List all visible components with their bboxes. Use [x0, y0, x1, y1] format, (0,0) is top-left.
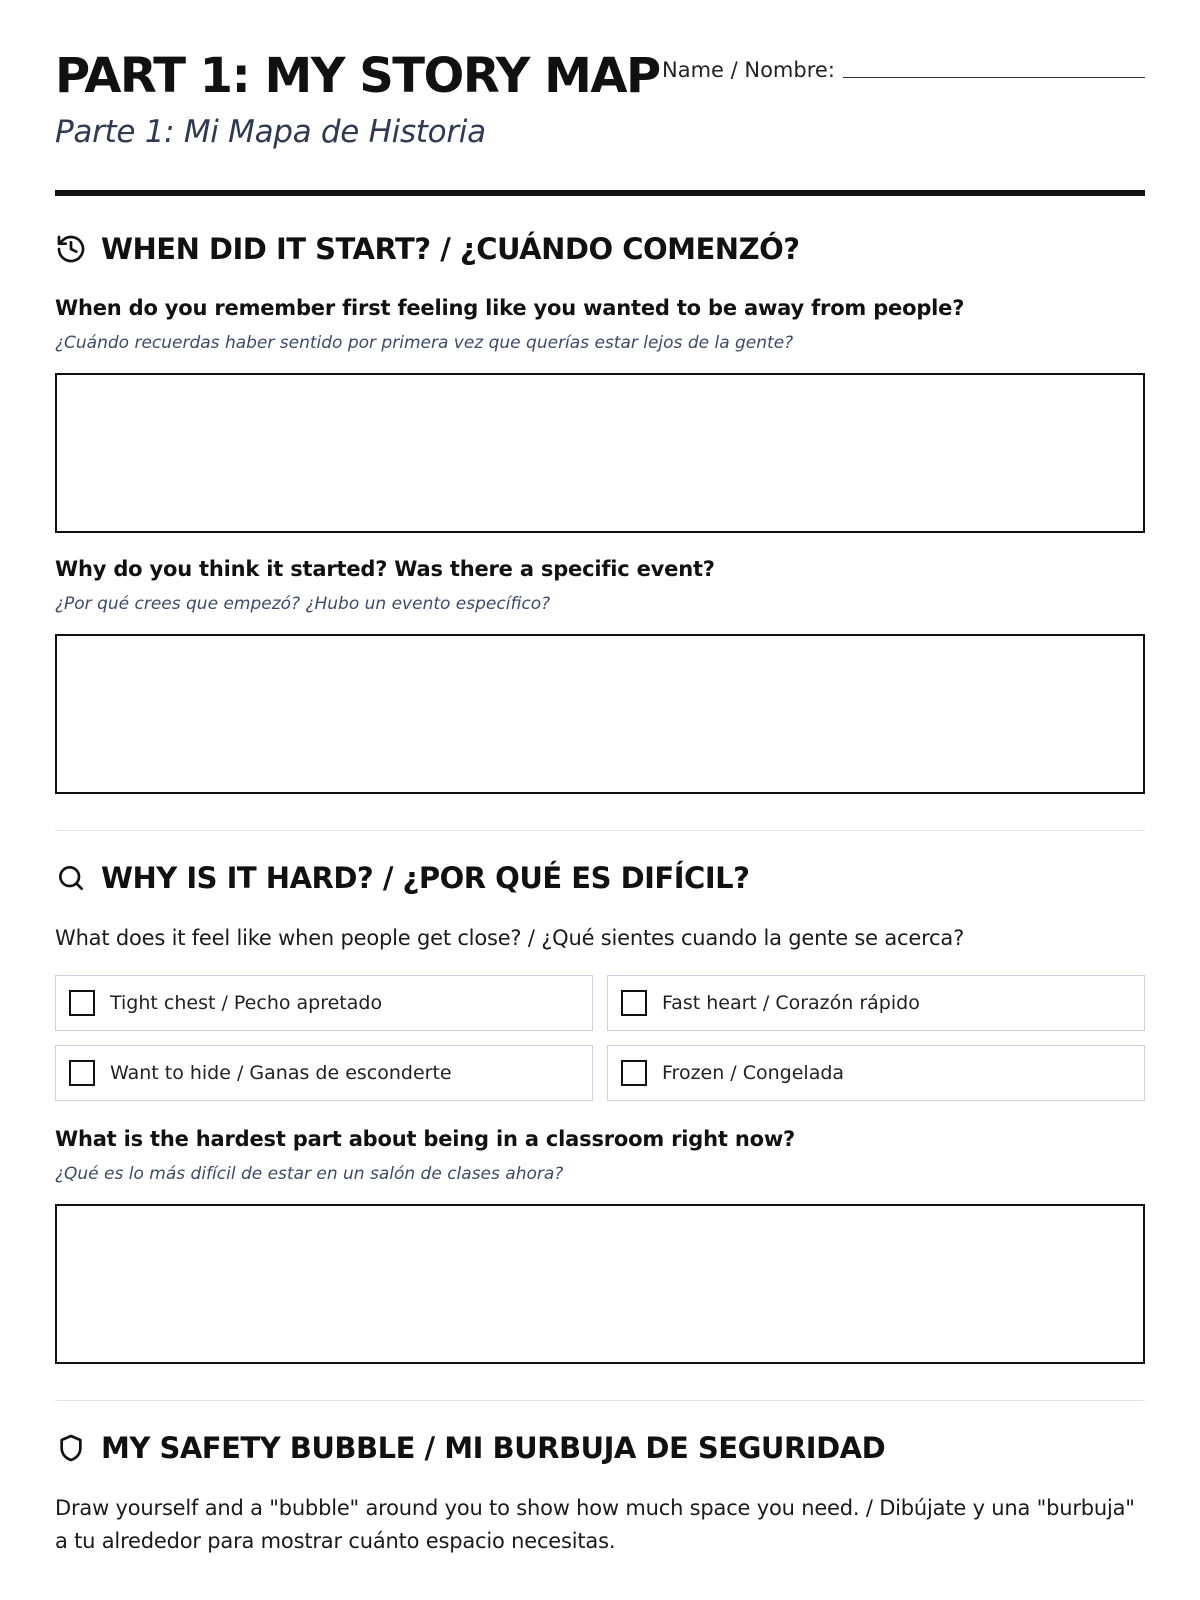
checkbox-option-tight-chest[interactable]: [55, 975, 593, 1031]
question-block-3: [55, 1127, 1145, 1184]
section-divider: [55, 1400, 1145, 1401]
section-heading-when: [55, 232, 1145, 266]
section-heading-why: [55, 861, 1145, 895]
name-label: Name / Nombre:: [662, 58, 835, 82]
checkbox[interactable]: [69, 1060, 95, 1086]
question-2-spanish: ¿Por qué crees que empezó? ¿Hubo un evento específico?: [55, 594, 551, 614]
safety-bubble-instructions: Draw yourself and a "bubble" around you to show how much space you need. / Dibújate y una "burbuja" a tu alrededor para mostrar cuánto espacio necesitas.: [55, 1496, 1135, 1553]
shield-icon: [55, 1432, 87, 1464]
feelings-checklist: [55, 975, 1145, 1101]
answer-box-1[interactable]: [55, 373, 1145, 533]
section-safety-bubble: [55, 1431, 1145, 1465]
checkbox-label: Fast heart / Corazón rápido: [662, 992, 920, 1014]
page-title: PART 1: MY STORY MAP: [55, 48, 660, 104]
feeling-question: What does it feel like when people get close? / ¿Qué sientes cuando la gente se acerca?: [55, 926, 965, 950]
section-why-is-it-hard: [55, 861, 1145, 895]
checkbox-label: Frozen / Congelada: [662, 1062, 845, 1084]
checkbox-label: Tight chest / Pecho apretado: [110, 992, 383, 1014]
checkbox[interactable]: [621, 990, 647, 1016]
checkbox-option-want-to-hide[interactable]: [55, 1045, 593, 1101]
checkbox-label: Want to hide / Ganas de esconderte: [110, 1062, 452, 1084]
search-icon: [55, 862, 87, 894]
checkbox[interactable]: [621, 1060, 647, 1086]
answer-box-2[interactable]: [55, 634, 1145, 794]
question-3-english: What is the hardest part about being in a classroom right now?: [55, 1127, 796, 1151]
history-icon: [55, 233, 87, 265]
section-heading-text: WHEN DID IT START? / ¿CUÁNDO COMENZÓ?: [101, 232, 800, 266]
question-block-1: [55, 296, 1145, 353]
section-heading-text: MY SAFETY BUBBLE / MI BURBUJA DE SEGURIDAD: [101, 1431, 886, 1465]
section-heading-safety: [55, 1431, 1145, 1465]
question-3-spanish: ¿Qué es lo más difícil de estar en un salón de clases ahora?: [55, 1164, 564, 1184]
question-1-english: When do you remember first feeling like you wanted to be away from people?: [55, 296, 965, 320]
question-1-spanish: ¿Cuándo recuerdas haber sentido por primera vez que querías estar lejos de la gente?: [55, 333, 794, 353]
section-divider: [55, 830, 1145, 831]
question-2-english: Why do you think it started? Was there a specific event?: [55, 557, 715, 581]
question-block-2: [55, 557, 1145, 614]
page-subtitle: Parte 1: Mi Mapa de Historia: [55, 114, 486, 150]
page-header: [55, 0, 1145, 196]
name-input-line[interactable]: [843, 60, 1145, 78]
checkbox-option-fast-heart[interactable]: [607, 975, 1145, 1031]
section-when-did-it-start: [55, 232, 1145, 266]
answer-box-3[interactable]: [55, 1204, 1145, 1364]
section-heading-text: WHY IS IT HARD? / ¿POR QUÉ ES DIFÍCIL?: [101, 861, 750, 895]
name-field: [662, 58, 1145, 82]
checkbox[interactable]: [69, 990, 95, 1016]
checkbox-option-frozen[interactable]: [607, 1045, 1145, 1101]
